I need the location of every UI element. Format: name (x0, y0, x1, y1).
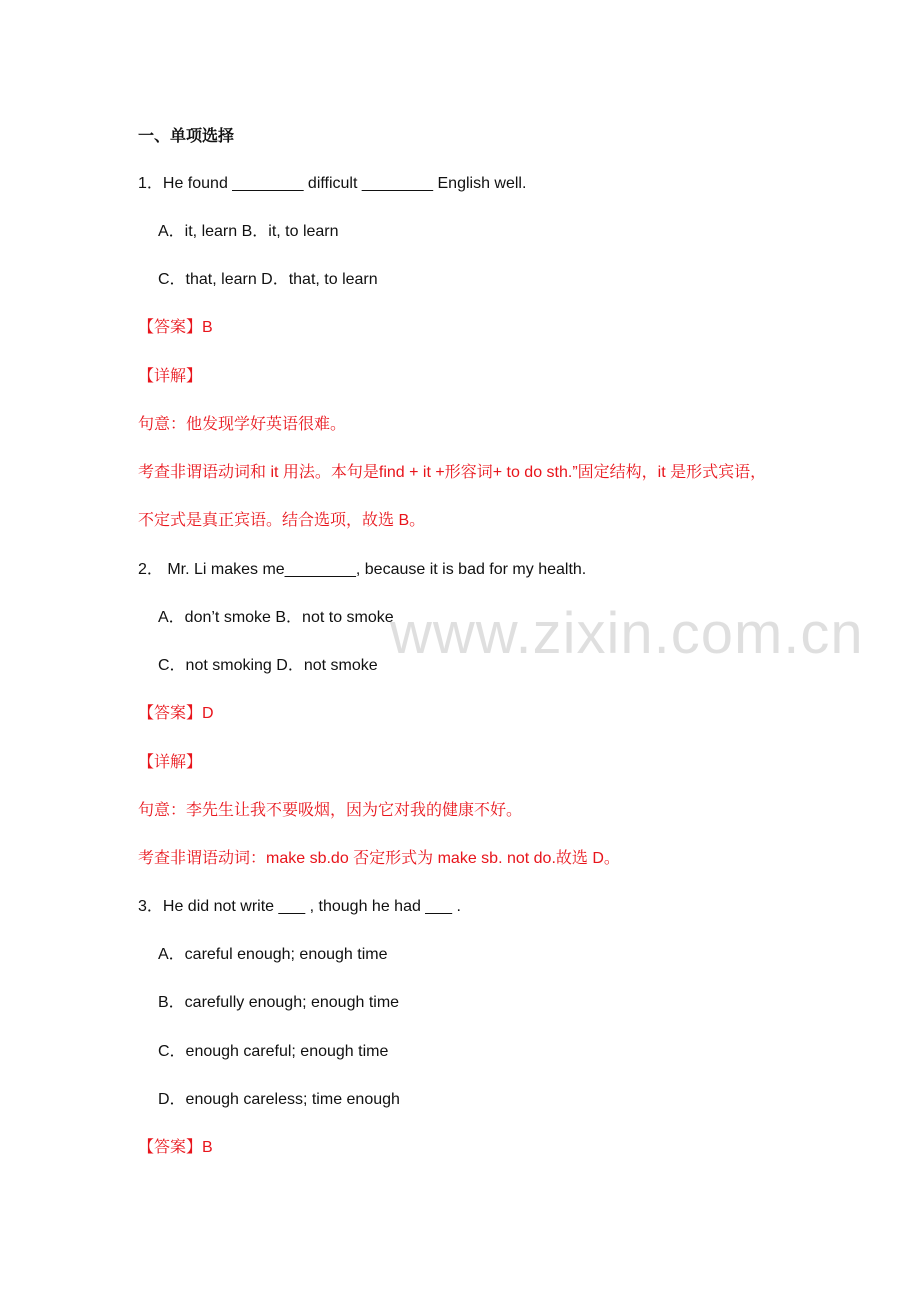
question-3-option-b: B．carefully enough; enough time (158, 994, 400, 1011)
section-title: 一、单项选择 (138, 128, 235, 145)
question-2-explanation-meaning: 句意：李先生让我不要吸烟，因为它对我的健康不好。 (138, 802, 523, 819)
question-3-stem: 3．He did not write ___ , though he had ___ . (138, 898, 461, 915)
question-3-option-a: A．careful enough; enough time (158, 946, 388, 963)
question-1-answer: 【答案】B (138, 319, 213, 336)
question-2-options-ab: A．don’t smoke B．not to smoke (158, 609, 394, 626)
question-1-explanation-structure: 考查非谓语动词和 it 用法。本句是find + it +形容词+ to do sth.”固定结构，it 是形式宾语， (138, 464, 767, 481)
question-1-options-cd: C．that, learn D．that, to learn (158, 271, 378, 288)
question-2-detail-label: 【详解】 (138, 754, 203, 771)
question-1-options-ab: A．it, learn B．it, to learn (158, 223, 339, 240)
question-2-explanation-structure: 考查非谓语动词：make sb.do 否定形式为 make sb. not do.故选 D。 (138, 850, 620, 867)
question-1-detail-label: 【详解】 (138, 368, 203, 385)
watermark: www.zixin.com.cn (390, 601, 864, 666)
question-1-explanation-conclusion: 不定式是真正宾语。结合选项，故选 B。 (138, 512, 426, 529)
question-1-stem: 1．He found ________ difficult ________ English well. (138, 175, 527, 192)
question-3-answer: 【答案】B (138, 1139, 213, 1156)
question-2-stem: 2． Mr. Li makes me________, because it is bad for my health. (138, 561, 587, 578)
question-3-option-d: D．enough careless; time enough (158, 1091, 400, 1108)
question-2-options-cd: C．not smoking D．not smoke (158, 657, 378, 674)
question-2-answer: 【答案】D (138, 705, 214, 722)
question-1-explanation-meaning: 句意：他发现学好英语很难。 (138, 416, 347, 433)
question-3-option-c: C．enough careful; enough time (158, 1043, 389, 1060)
